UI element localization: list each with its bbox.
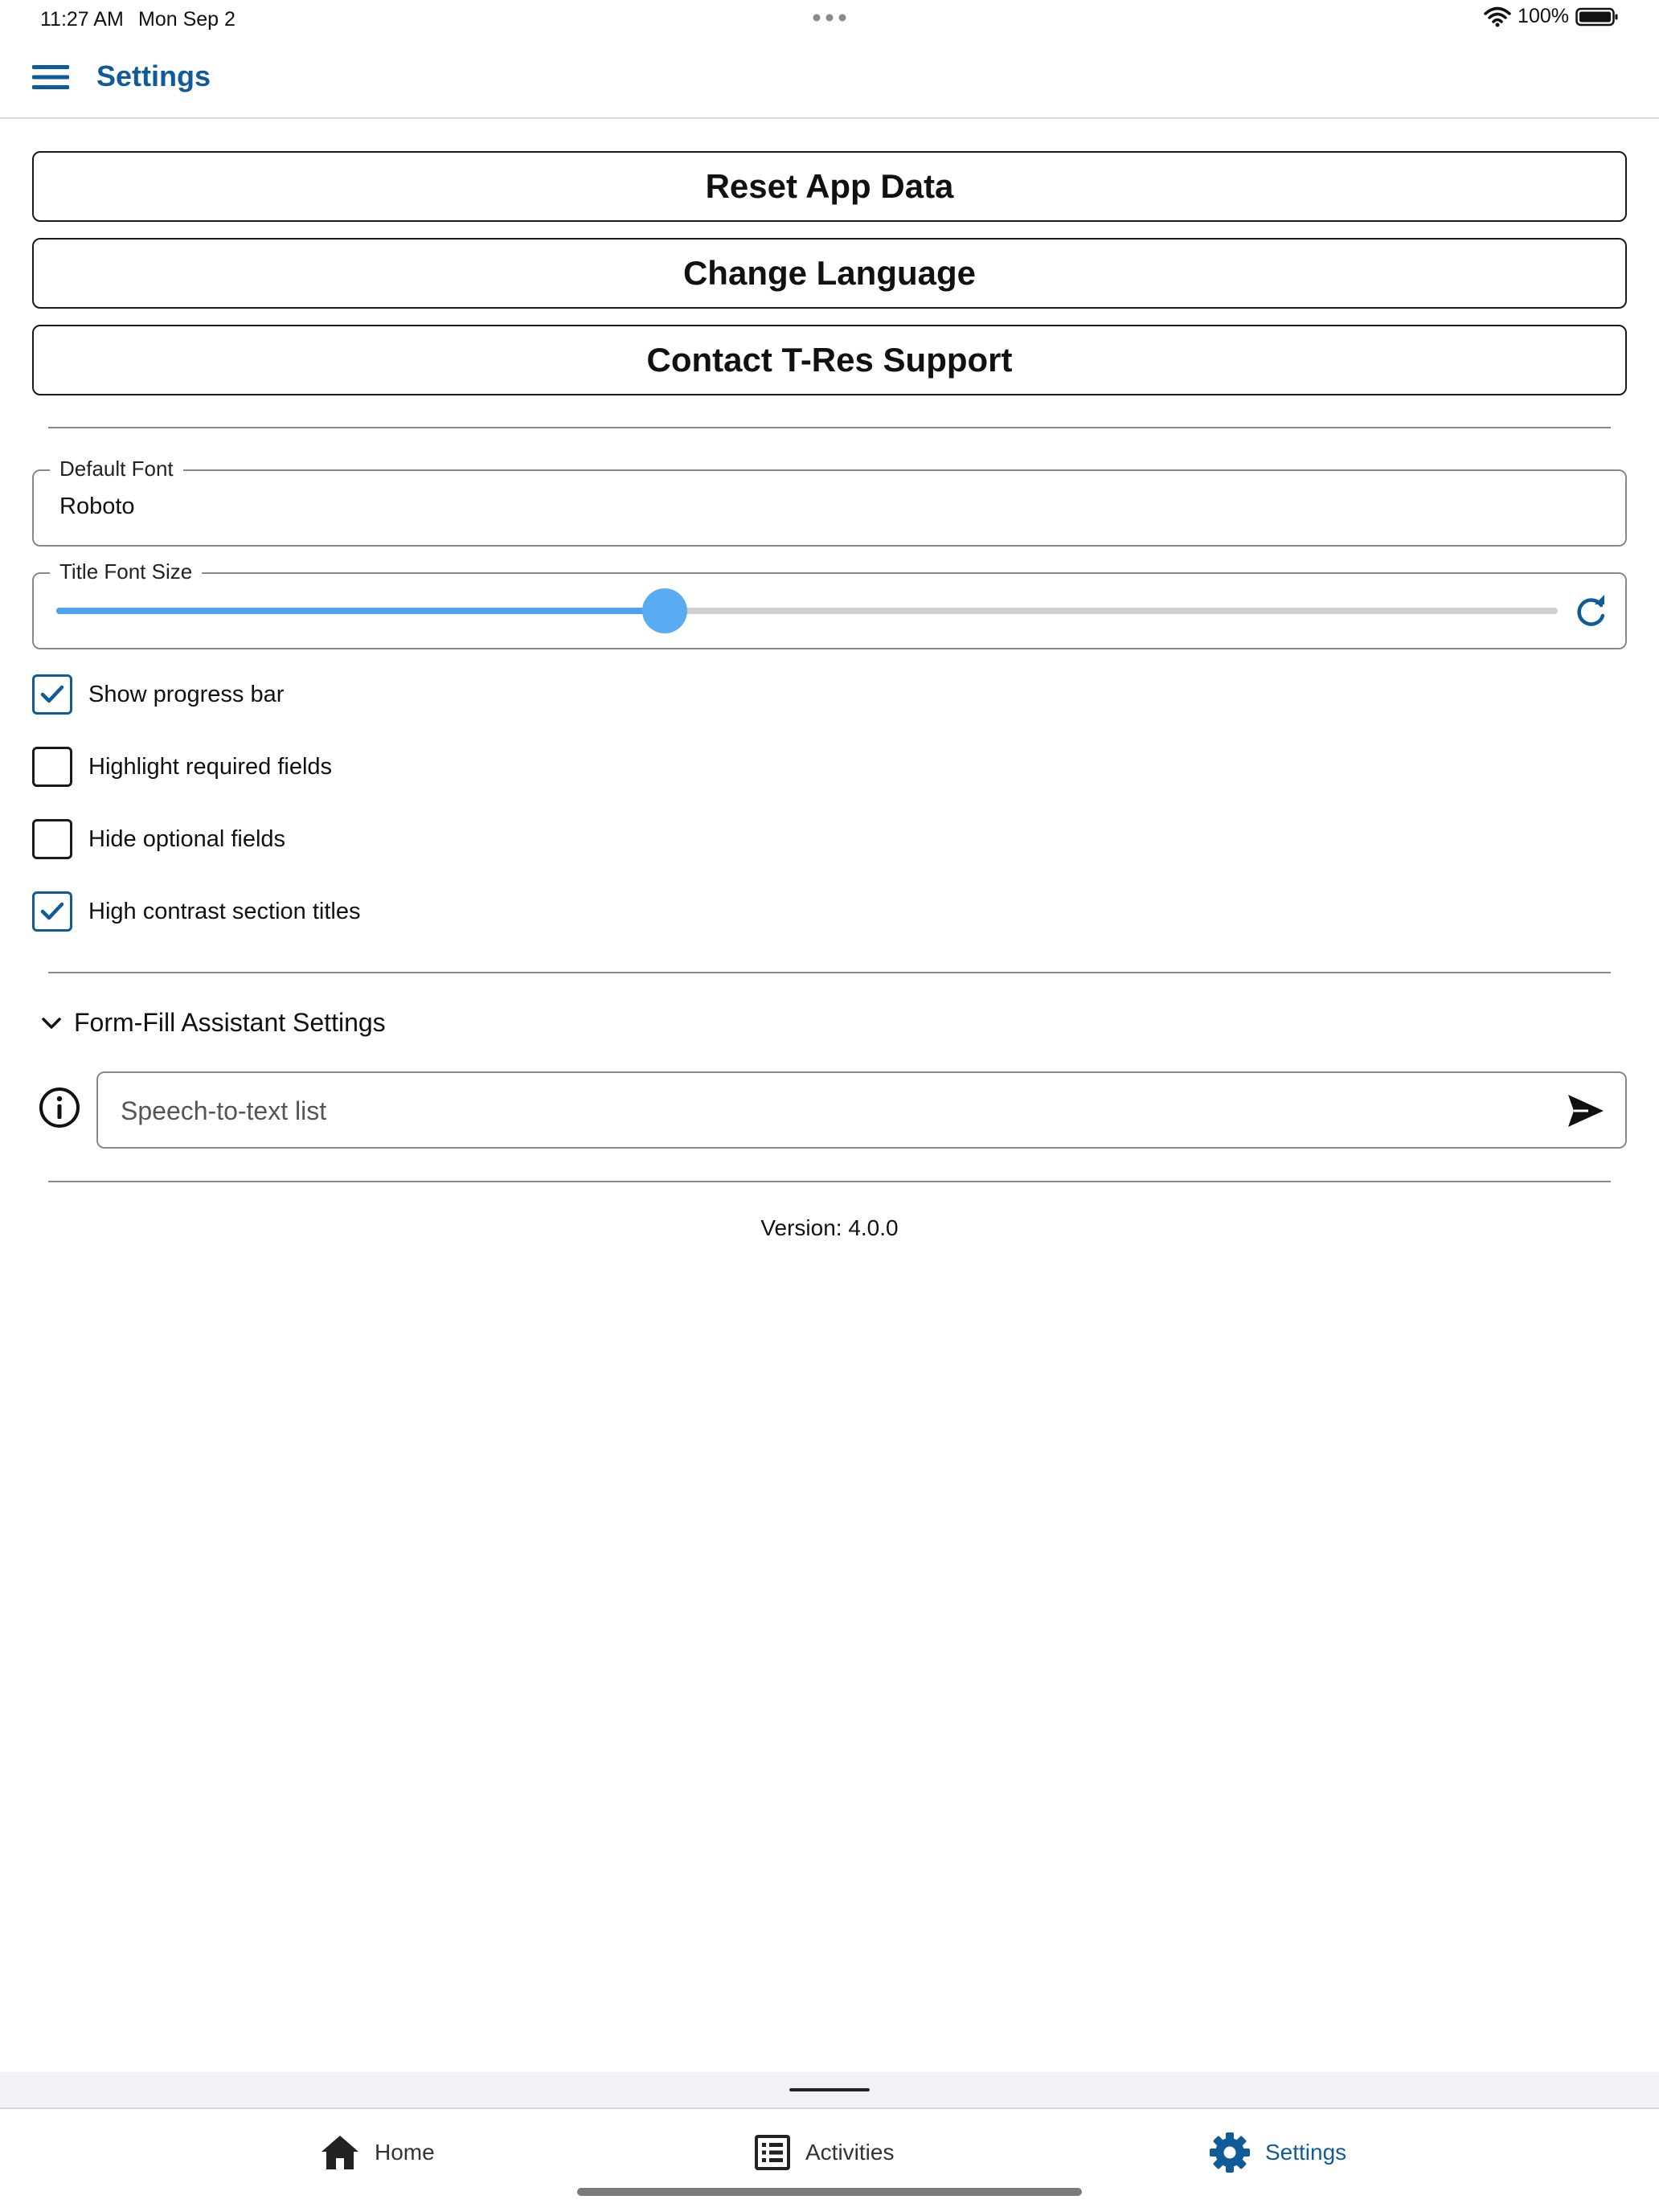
- option-label: High contrast section titles: [88, 898, 361, 924]
- send-icon[interactable]: [1566, 1092, 1606, 1129]
- option-label: Highlight required fields: [88, 753, 333, 780]
- option-label: Show progress bar: [88, 681, 285, 707]
- chevron-down-icon: [40, 1012, 63, 1034]
- tab-settings-label: Settings: [1265, 2140, 1347, 2165]
- default-font-value: Roboto: [59, 494, 135, 519]
- home-indicator[interactable]: [577, 2188, 1082, 2196]
- checkbox[interactable]: [32, 747, 72, 787]
- checkbox[interactable]: [32, 819, 72, 859]
- default-font-select[interactable]: [32, 457, 1627, 547]
- title-font-size-field: [32, 559, 1627, 649]
- version-text: Version: 4.0.0: [760, 1215, 899, 1240]
- app-header: [0, 39, 1659, 119]
- divider: [48, 427, 1611, 428]
- tab-bar: [0, 2108, 1659, 2212]
- divider: [48, 972, 1611, 973]
- gear-icon: [1209, 2132, 1251, 2173]
- sheet-grabber[interactable]: [789, 2088, 870, 2091]
- wifi-icon: [1484, 6, 1511, 27]
- battery-icon: [1575, 6, 1619, 27]
- tab-home[interactable]: [320, 2128, 435, 2177]
- font-size-slider-fill: [56, 608, 665, 614]
- multitask-dots-icon[interactable]: [810, 6, 849, 29]
- checkmark-icon: [39, 898, 66, 925]
- status-bar: [0, 0, 1659, 39]
- list-icon: [754, 2134, 791, 2171]
- status-right: [1484, 5, 1619, 28]
- default-font-label: Default Font: [50, 457, 183, 481]
- contact-support-button[interactable]: Contact T-Res Support: [32, 325, 1627, 395]
- status-time: 11:27 AM: [40, 8, 124, 31]
- speech-to-text-input[interactable]: [121, 1089, 1535, 1133]
- font-size-slider-thumb[interactable]: [642, 588, 687, 633]
- home-icon: [320, 2134, 360, 2171]
- checkmark-icon: [39, 681, 66, 708]
- option-label: Hide optional fields: [88, 825, 286, 852]
- high-contrast-titles-option[interactable]: [32, 891, 360, 932]
- change-language-button[interactable]: Change Language: [32, 238, 1627, 309]
- battery-percent: 100%: [1518, 5, 1569, 27]
- highlight-required-fields-option[interactable]: [32, 746, 332, 788]
- show-progress-bar-option[interactable]: [32, 674, 284, 715]
- divider: [48, 1181, 1611, 1182]
- tab-activities-label: Activities: [805, 2140, 895, 2165]
- status-date: Mon Sep 2: [138, 8, 236, 31]
- form-fill-assistant-expander[interactable]: [40, 1008, 386, 1038]
- checkbox[interactable]: [32, 674, 72, 715]
- reset-app-data-button[interactable]: Reset App Data: [32, 151, 1627, 222]
- tab-home-label: Home: [375, 2140, 435, 2165]
- hamburger-menu-icon[interactable]: [32, 61, 69, 93]
- reset-font-size-icon[interactable]: [1572, 593, 1609, 630]
- form-fill-assistant-label: Form-Fill Assistant Settings: [74, 1008, 386, 1037]
- title-font-size-label: Title Font Size: [50, 559, 202, 584]
- hide-optional-fields-option[interactable]: [32, 818, 285, 860]
- font-size-slider-track[interactable]: [56, 608, 1558, 614]
- checkbox[interactable]: [32, 891, 72, 932]
- info-icon[interactable]: [37, 1085, 82, 1130]
- speech-to-text-field: [96, 1071, 1627, 1149]
- tab-activities[interactable]: [754, 2128, 894, 2177]
- page-title: Settings: [96, 59, 211, 92]
- tab-settings[interactable]: [1209, 2128, 1346, 2177]
